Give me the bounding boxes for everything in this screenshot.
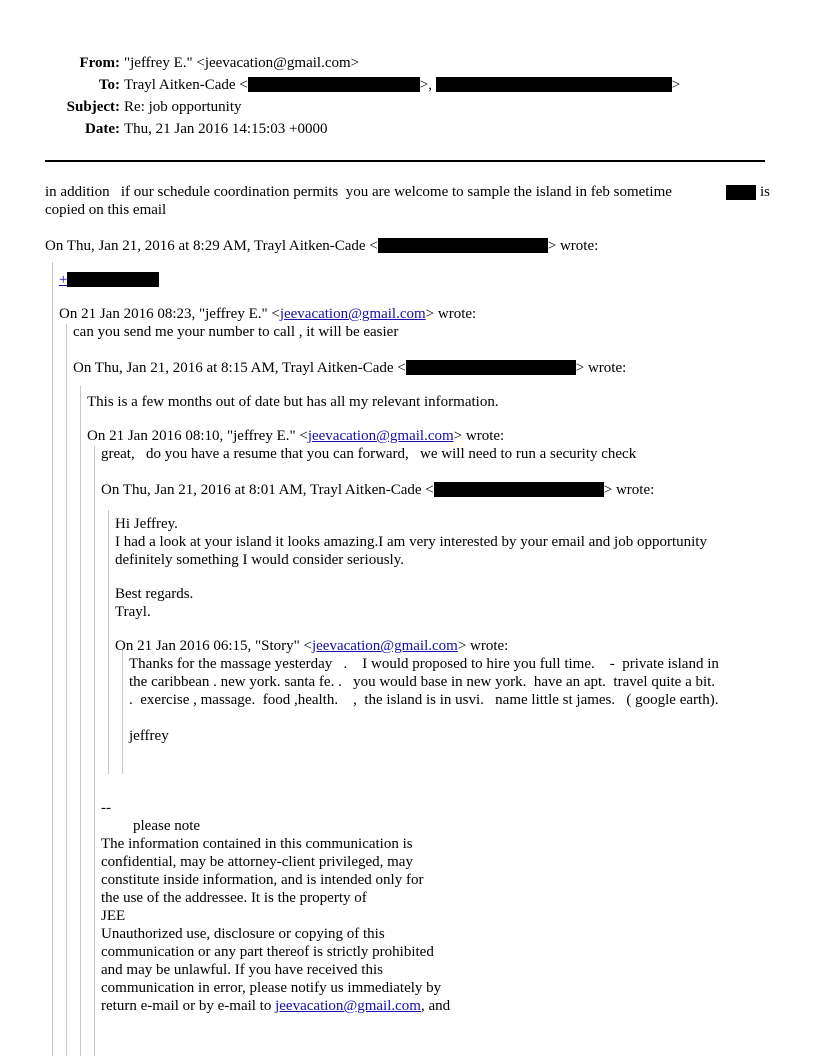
- to-name: Trayl Aitken-Cade <: [124, 77, 248, 93]
- email-link[interactable]: jeevacation@gmail.com: [307, 428, 454, 444]
- signature-line: communication or any part thereof is strictly prohibited: [101, 944, 434, 960]
- to-separator: >,: [419, 77, 432, 93]
- redaction-block: [248, 77, 420, 92]
- quote-text: definitely something I would consider seriously.: [115, 552, 404, 568]
- to-end: >: [671, 77, 681, 93]
- date-label: Date:: [85, 121, 120, 137]
- quote-attribution: [101, 482, 654, 499]
- redaction-block: [436, 77, 672, 92]
- body-line: [45, 184, 672, 201]
- quote-attribution: [73, 360, 626, 377]
- signature-line: communication in error, please notify us immediately by: [101, 980, 442, 996]
- quote-bar: [94, 446, 95, 1056]
- attribution-text: On 21 Jan 2016 06:15, "Story" <: [115, 638, 312, 654]
- to-value: [124, 77, 680, 94]
- from-value: "jeffrey E." <jeevacation@gmail.com>: [124, 55, 360, 71]
- quote-attribution: [45, 238, 598, 255]
- redaction-block: [67, 272, 159, 287]
- signature-line: JEE: [101, 908, 126, 924]
- phone-link[interactable]: [59, 272, 159, 289]
- redaction-block: [378, 238, 548, 253]
- quote-attribution: [59, 306, 476, 323]
- attribution-text: On 21 Jan 2016 08:23, "jeffrey E." <: [59, 306, 280, 322]
- attribution-text: > wrote:: [603, 482, 655, 498]
- quote-text: can you send me your number to call , it will be easier: [73, 324, 399, 340]
- attribution-text: On 21 Jan 2016 08:10, "jeffrey E." <: [87, 428, 308, 444]
- quote-bar: [80, 386, 81, 1056]
- quote-bar: [108, 510, 109, 774]
- quote-text: . exercise , massage. food ,health. , the island is in usvi. name little st james. ( google earth).: [129, 692, 719, 708]
- quote-text: This is a few months out of date but has all my relevant information.: [87, 394, 499, 410]
- signature-line: The information contained in this communication is: [101, 836, 413, 852]
- attribution-text: On Thu, Jan 21, 2016 at 8:01 AM, Trayl Aitken-Cade <: [101, 482, 434, 498]
- redaction-block: [726, 185, 756, 200]
- signature-text: , and: [420, 998, 451, 1014]
- quote-text: the caribbean . new york. santa fe. . you would base in new york. have an apt. travel quite a bit.: [129, 674, 716, 690]
- quote-attribution: [87, 428, 504, 445]
- quote-attribution: [115, 638, 508, 655]
- attribution-text: > wrote:: [425, 306, 477, 322]
- attribution-text: On Thu, Jan 21, 2016 at 8:15 AM, Trayl Aitken-Cade <: [73, 360, 406, 376]
- signature-line: [101, 998, 450, 1015]
- signature-line: and may be unlawful. If you have received this: [101, 962, 383, 978]
- date-value: Thu, 21 Jan 2016 14:15:03 +0000: [124, 121, 328, 137]
- quote-text: I had a look at your island it looks amazing.I am very interested by your email and job opportunity: [115, 534, 707, 550]
- signature-line: confidential, may be attorney-client privileged, may: [101, 854, 413, 870]
- body-text: in addition if our schedule coordination permits you are welcome to sample the island in feb sometime: [45, 184, 672, 200]
- quote-text: Best regards.: [115, 586, 194, 602]
- attribution-text: > wrote:: [457, 638, 509, 654]
- quote-text: jeffrey: [129, 728, 169, 744]
- quote-bar: [52, 262, 53, 1056]
- attribution-text: > wrote:: [575, 360, 627, 376]
- subject-value: Re: job opportunity: [124, 99, 242, 115]
- email-link[interactable]: jeevacation@gmail.com: [275, 998, 421, 1014]
- plus-link[interactable]: +: [59, 272, 68, 288]
- signature-note: please note: [133, 818, 201, 834]
- redaction-block: [406, 360, 576, 375]
- signature-line: Unauthorized use, disclosure or copying of this: [101, 926, 385, 942]
- signature-separator: --: [101, 800, 111, 816]
- quote-text: Hi Jeffrey.: [115, 516, 178, 532]
- signature-line: the use of the addressee. It is the property of: [101, 890, 367, 906]
- signature-line: constitute inside information, and is intended only for: [101, 872, 424, 888]
- email-link[interactable]: jeevacation@gmail.com: [279, 306, 426, 322]
- subject-label: Subject:: [66, 99, 120, 115]
- quote-text: great, do you have a resume that you can forward, we will need to run a security check: [101, 446, 637, 462]
- signature-text: return e-mail or by e-mail to: [101, 998, 276, 1014]
- quote-text: Trayl.: [115, 604, 151, 620]
- attribution-text: On Thu, Jan 21, 2016 at 8:29 AM, Trayl Aitken-Cade <: [45, 238, 378, 254]
- attribution-text: > wrote:: [547, 238, 599, 254]
- from-label: From:: [79, 55, 120, 71]
- email-link[interactable]: jeevacation@gmail.com: [311, 638, 458, 654]
- body-text: is: [760, 184, 771, 200]
- redaction-block: [434, 482, 604, 497]
- quote-text: Thanks for the massage yesterday . I would proposed to hire you full time. - private island in: [129, 656, 719, 672]
- to-label: To:: [98, 77, 120, 93]
- header-divider: [45, 160, 765, 162]
- quote-bar: [66, 324, 67, 1056]
- body-line: copied on this email: [45, 202, 167, 218]
- attribution-text: > wrote:: [453, 428, 505, 444]
- quote-bar: [122, 650, 123, 774]
